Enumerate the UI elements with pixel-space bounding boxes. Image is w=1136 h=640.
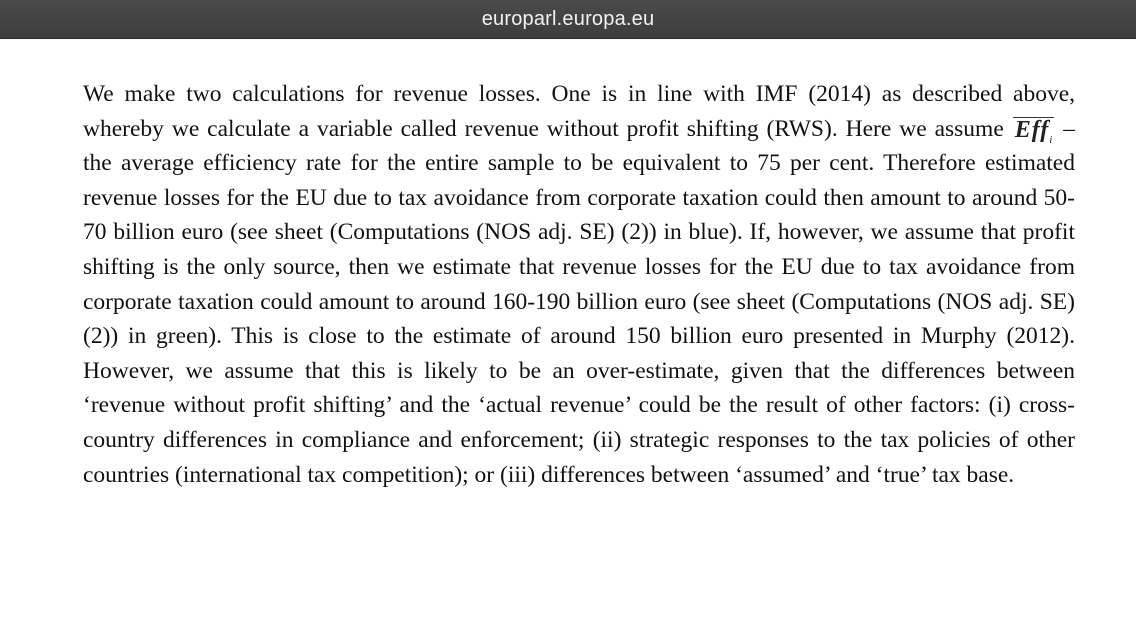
efficiency-symbol-base: Eff [1014,116,1050,143]
efficiency-symbol-image [1013,116,1055,146]
body-paragraph [83,77,1075,492]
url-text[interactable]: europarl.europa.eu [481,8,655,30]
paragraph-text-part-2: – the average efficiency rate for the entire sample to be equivalent to 75 per cent. Therefore estimated revenue losses for the EU due to tax avoidance from corporate taxation could then amount to around 50-70 billion euro (see sheet (Computations (NOS adj. SE) (2)) in blue). If, however, we assume that profit shifting is the only source, then we estimate that revenue losses for the EU due to tax avoidance from corporate taxation could amount to around 160-190 billion euro (see sheet (Computations (NOS adj. SE) (2)) in green). This is close to the estimate of around 150 billion euro presented in Murphy (2012). However, we assume that this is likely to be an over-estimate, given that the differences between ‘revenue without profit shifting’ and the ‘actual revenue’ could be the result of other factors: (i) cross-country differences in compliance and enforcement; (ii) strategic responses to the tax policies of other countries (international tax competition); or (iii) differences between ‘assumed’ and ‘true’ tax base. [83,115,1075,488]
document-content [83,77,1075,492]
paragraph-text-part-1: We make two calculations for revenue losses. One is in line with IMF (2014) as described above, whereby we calculate a variable called revenue without profit shifting (RWS). Here we assume [83,81,1075,142]
efficiency-symbol-subscript: i [1049,133,1053,146]
browser-url-bar[interactable] [0,0,1136,39]
